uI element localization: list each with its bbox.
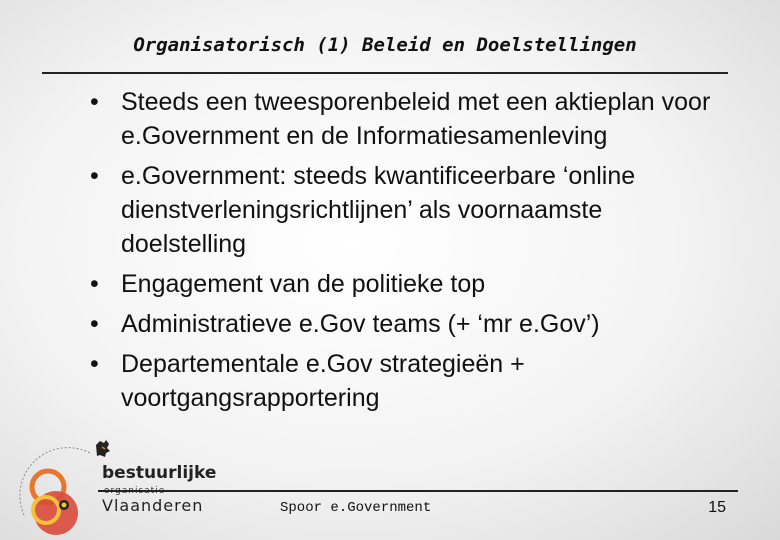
bullet-text: Administratieve e.Gov teams (+ ‘mr e.Gov’): [121, 310, 600, 338]
bullet-item: [90, 307, 730, 341]
logo-text-line3: Vlaanderen: [102, 496, 204, 515]
bullet-text: Engagement van de politieke top: [121, 270, 486, 298]
bullet-list: [90, 85, 730, 421]
bullet-item: [90, 159, 730, 261]
bullet-text: e.Government: steeds kwantificeerbare ‘online dienstverleningsrichtlijnen’ als voornaamste doelstelling: [121, 162, 636, 258]
bullet-item: [90, 267, 730, 301]
bullet-marker: •: [90, 88, 99, 116]
footer-title: Spoor e.Government: [280, 500, 432, 516]
bullet-marker: •: [90, 162, 99, 190]
slide-title: Organisatorisch (1) Beleid en Doelstellingen: [133, 34, 637, 56]
bullet-item: [90, 347, 730, 415]
bullet-text: Departementale e.Gov strategieën + voortgangsrapportering: [121, 350, 525, 412]
bullet-text: Steeds een tweesporenbeleid met een aktieplan voor e.Government en de Informatiesamenleving: [121, 88, 711, 150]
footer-divider: [98, 490, 738, 492]
bullet-marker: •: [90, 270, 99, 298]
bullet-marker: •: [90, 350, 99, 378]
logo-text-line1: bestuurlijke: [102, 463, 217, 483]
bullet-item: [90, 85, 730, 153]
page-number: 15: [708, 499, 726, 516]
bullet-marker: •: [90, 310, 99, 338]
title-divider: [42, 72, 728, 74]
